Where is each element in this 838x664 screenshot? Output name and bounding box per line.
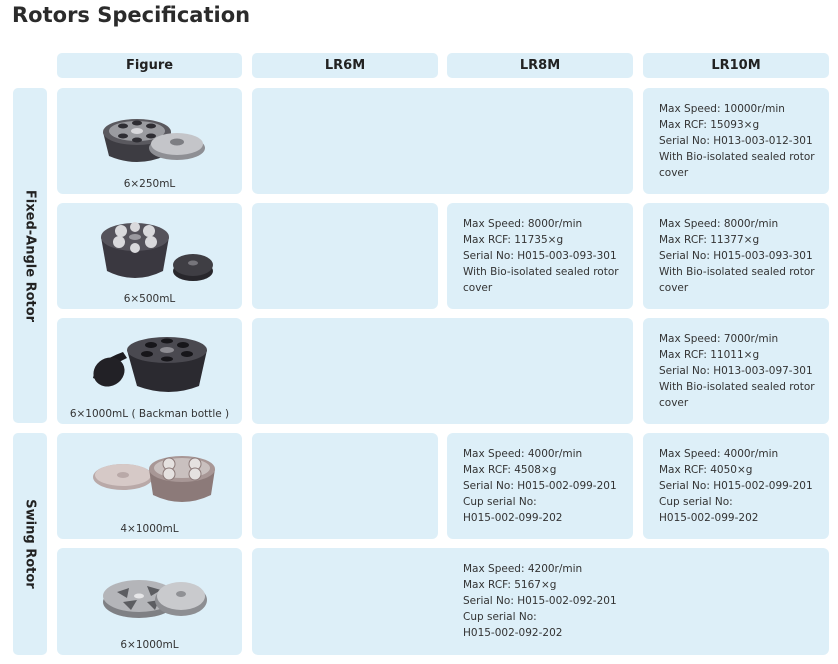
spec-line: Max RCF: 11377×g [659,234,760,246]
rotor-6x1000-swing-image [57,552,242,636]
figure-caption: 6×250mL [123,178,176,190]
cell-row4-lr10m [643,433,829,539]
header-figure: Figure [57,53,242,78]
spec-line: Max Speed: 8000r/min [659,218,779,230]
spec-line: Serial No: H015-002-092-201 [463,595,617,607]
spec-line: H015-002-099-202 [659,512,759,524]
spec-line: Max RCF: 15093×g [659,119,760,131]
rotor-6x250-image [57,92,242,176]
spec-line: Max RCF: 11011×g [659,349,760,361]
spec-line: H015-002-099-202 [463,512,563,524]
figure-cell-row3 [57,318,242,424]
spec-line: cover [659,282,689,294]
spec-line: Max Speed: 4000r/min [463,448,583,460]
spec-line: Max RCF: 4508×g [463,464,557,476]
cell-row1-lr6m-lr8m [252,88,633,194]
figure-caption: 6×1000mL [120,639,179,651]
figure-caption: 6×1000mL ( Backman bottle ) [69,408,230,420]
spec-line: Max Speed: 7000r/min [659,333,779,345]
spec-line: Max Speed: 8000r/min [463,218,583,230]
spec-line: Serial No: H015-002-099-201 [463,480,617,492]
spec-line: cover [659,167,689,179]
group-fixed-angle-label: Fixed-Angle Rotor [22,189,38,322]
cell-row5-all-models [252,548,829,655]
spec-line: Serial No: H015-003-093-301 [659,250,813,262]
header-lr10m: LR10M [643,53,829,78]
page-title: Rotors Specification [12,3,251,27]
figure-caption: 6×500mL [123,293,176,305]
spec-line: Max Speed: 4200r/min [463,563,583,575]
spec-line: Max Speed: 4000r/min [659,448,779,460]
cell-row2-lr8m [447,203,633,309]
group-swing [13,433,47,655]
spec-line: Max RCF: 5167×g [463,579,557,591]
spec-line: Cup serial No: [659,496,733,508]
cell-row4-lr8m [447,433,633,539]
spec-line: Max RCF: 4050×g [659,464,753,476]
figure-cell-row2 [57,203,242,309]
rotor-4x1000-image [57,437,242,521]
spec-line: H015-002-092-202 [463,627,563,639]
cell-row2-lr6m [252,203,438,309]
cell-row3-lr10m [643,318,829,424]
rotor-6x1000-backman-image [57,322,242,406]
cell-row2-lr10m [643,203,829,309]
spec-line: Serial No: H013-003-012-301 [659,135,813,147]
spec-line: Max Speed: 10000r/min [659,103,785,115]
figure-cell-row1 [57,88,242,194]
figure-cell-row5 [57,548,242,655]
spec-line: With Bio-isolated sealed rotor [463,266,619,278]
spec-line: cover [463,282,493,294]
spec-line: Cup serial No: [463,611,537,623]
spec-line: With Bio-isolated sealed rotor [659,381,815,393]
cell-row3-lr6m-lr8m [252,318,633,424]
spec-line: With Bio-isolated sealed rotor [659,151,815,163]
spec-line: With Bio-isolated sealed rotor [659,266,815,278]
cell-row4-lr6m [252,433,438,539]
spec-line: cover [659,397,689,409]
header-lr8m: LR8M [447,53,633,78]
cell-row1-lr10m [643,88,829,194]
group-swing-label: Swing Rotor [22,499,38,589]
spec-line: Serial No: H015-003-093-301 [463,250,617,262]
spec-line: Cup serial No: [463,496,537,508]
group-fixed-angle [13,88,47,423]
spec-line: Serial No: H015-002-099-201 [659,480,813,492]
header-lr6m: LR6M [252,53,438,78]
spec-line: Max RCF: 11735×g [463,234,564,246]
rotor-6x500-image [57,207,242,291]
figure-cell-row4 [57,433,242,539]
figure-caption: 4×1000mL [120,523,179,535]
spec-line: Serial No: H013-003-097-301 [659,365,813,377]
